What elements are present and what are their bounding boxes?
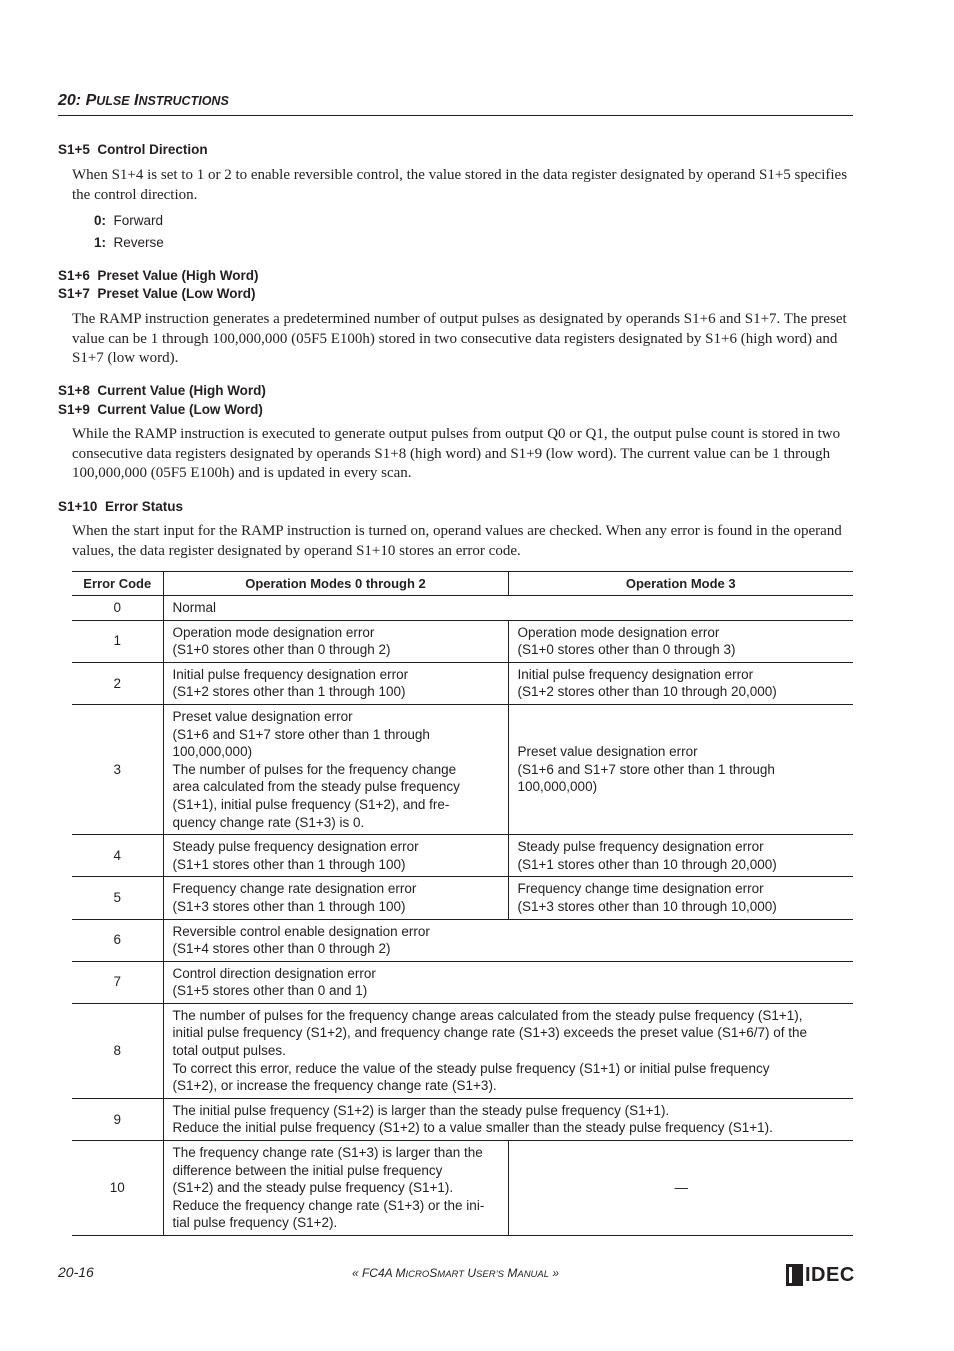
error-code-cell: 3 — [72, 704, 163, 834]
cell-line: Frequency change time designation error — [517, 881, 764, 897]
mode-3-cell — [508, 662, 853, 704]
header-rule — [58, 115, 853, 116]
modes-0-2-cell — [163, 1141, 508, 1236]
cell-line: Operation mode designation error — [172, 624, 375, 640]
table-row — [72, 704, 853, 834]
table-row — [72, 662, 853, 704]
operand-code: S1+6 — [58, 268, 90, 283]
idec-logo — [786, 1264, 854, 1286]
cell-line: total output pulses. — [172, 1043, 286, 1059]
table-row — [72, 877, 853, 919]
section-heading-preset-low — [58, 285, 255, 303]
error-code-cell: 2 — [72, 662, 163, 704]
table-row — [72, 1003, 853, 1098]
modes-0-2-cell — [163, 620, 508, 662]
column-header-modes-0-2: Operation Modes 0 through 2 — [163, 572, 508, 596]
cell-line: (S1+1), initial pulse frequency (S1+2), and fre- — [172, 796, 450, 812]
error-code-cell: 9 — [72, 1098, 163, 1140]
cell-line: quency change rate (S1+3) is 0. — [172, 814, 365, 830]
table-row — [72, 835, 853, 877]
operand-code: S1+9 — [58, 402, 90, 417]
mode-3-cell — [508, 877, 853, 919]
control-direction-body: When S1+4 is set to 1 or 2 to enable reversible control, the value stored in the data register designated by operand S1+5 specifies the control direction. — [72, 167, 848, 203]
operand-code: S1+8 — [58, 383, 90, 398]
cell-line: tial pulse frequency (S1+2). — [172, 1215, 338, 1231]
modes-0-2-cell — [163, 835, 508, 877]
cell-line: Reduce the initial pulse frequency (S1+2) to a value smaller than the steady pulse frequency (S1+1). — [172, 1120, 773, 1136]
cell-line: Frequency change rate designation error — [172, 881, 417, 897]
modes-0-2-cell — [163, 877, 508, 919]
error-code-cell: 8 — [72, 1003, 163, 1098]
cell-line: (S1+4 stores other than 0 through 2) — [172, 941, 391, 957]
cell-line: (S1+0 stores other than 0 through 2) — [172, 642, 391, 658]
cell-line: The initial pulse frequency (S1+2) is larger than the steady pulse frequency (S1+1). — [172, 1102, 670, 1118]
cell-line: (S1+3 stores other than 1 through 100) — [172, 898, 406, 914]
error-code-cell: 1 — [72, 620, 163, 662]
error-code-table — [72, 571, 853, 1236]
cell-line: Normal — [172, 600, 217, 615]
section-title: Error Status — [104, 499, 183, 514]
chapter-title-initial: P — [85, 92, 97, 109]
error-description-cell — [163, 961, 853, 1003]
section-title: Preset Value (Low Word) — [97, 286, 256, 301]
chapter-title-rest: ULSE — [96, 94, 130, 108]
table-row — [72, 1141, 853, 1236]
cell-line: (S1+0 stores other than 0 through 3) — [517, 642, 736, 658]
section-title: Preset Value (High Word) — [97, 268, 259, 283]
option-forward — [94, 212, 163, 230]
error-code-cell: 5 — [72, 877, 163, 919]
operand-code: S1+10 — [58, 499, 98, 514]
cell-line: (S1+3 stores other than 10 through 10,000) — [517, 898, 777, 914]
operand-code: S1+5 — [58, 142, 90, 157]
manual-title-text: « FC4A MICROSMART USER’S MANUAL » — [351, 1266, 560, 1280]
section-title: Current Value (Low Word) — [97, 402, 263, 417]
table-row — [72, 620, 853, 662]
section-heading-current-low — [58, 401, 263, 419]
error-status-body: When the start input for the RAMP instruction is turned on, operand values are checked. When any error is found in the operand values, the data register designated by operand S1+10 stores an error code. — [72, 523, 842, 559]
error-description-cell — [163, 596, 853, 621]
cell-line: — — [674, 1180, 688, 1196]
mode-3-cell — [508, 620, 853, 662]
section-heading-current-high — [58, 382, 266, 400]
cell-line: difference between the initial pulse frequency — [172, 1162, 443, 1178]
table-row — [72, 596, 853, 621]
option-label: Forward — [113, 213, 164, 228]
cell-line: Initial pulse frequency designation error — [172, 666, 409, 682]
error-code-cell: 4 — [72, 835, 163, 877]
cell-line: initial pulse frequency (S1+2), and frequency change rate (S1+3) exceeds the preset value (S1+6/7) of the — [172, 1025, 808, 1041]
cell-line: Control direction designation error — [172, 965, 376, 981]
chapter-title-word — [134, 92, 229, 109]
cell-line: area calculated from the steady pulse frequency — [172, 779, 460, 795]
cell-line: (S1+2), or increase the frequency change rate (S1+3). — [172, 1078, 497, 1094]
cell-line: (S1+2 stores other than 1 through 100) — [172, 684, 406, 700]
section-heading-control-direction — [58, 141, 208, 159]
cell-line: (S1+1 stores other than 10 through 20,000) — [517, 856, 777, 872]
error-description-cell — [163, 1098, 853, 1140]
page-number: 20-16 — [58, 1264, 94, 1280]
chapter-title-rest: NSTRUCTIONS — [138, 94, 229, 108]
preset-value-body: The RAMP instruction generates a predetermined number of output pulses as designated by operands S1+6 and S1+7. The preset value can be 1 through 100,000,000 (05F5 E100h) stored in two consecutive data registers designated by S1+6 (high word) and S1+7 (low word). — [72, 311, 847, 366]
cell-line: Steady pulse frequency designation error — [172, 839, 419, 855]
cell-line: Reduce the frequency change rate (S1+3) or the ini- — [172, 1197, 485, 1213]
chapter-title-word — [86, 92, 130, 109]
column-header-mode-3: Operation Mode 3 — [508, 572, 853, 596]
cell-line: (S1+5 stores other than 0 and 1) — [172, 983, 368, 999]
error-description-cell — [163, 919, 853, 961]
section-heading-preset-high — [58, 267, 258, 285]
modes-0-2-cell — [163, 704, 508, 834]
logo-text: IDEC — [805, 1264, 855, 1286]
table-row — [72, 919, 853, 961]
table-body — [72, 596, 853, 1236]
cell-line: (S1+1 stores other than 1 through 100) — [172, 856, 406, 872]
cell-line: Reversible control enable designation error — [172, 923, 430, 939]
cell-line: Operation mode designation error — [517, 624, 720, 640]
logo-mark — [786, 1264, 803, 1286]
cell-line: Initial pulse frequency designation error — [517, 666, 754, 682]
cell-line: Steady pulse frequency designation error — [517, 839, 764, 855]
current-value-body: While the RAMP instruction is executed to generate output pulses from output Q0 or Q1, the output pulse count is stored in two consecutive data registers designated by operands S1+8 (high word) and S1+9 (low word). The current value can be 1 through 100,000,000 (05F5 E100h) and is updated in every scan. — [72, 426, 841, 481]
column-header-error-code: Error Code — [72, 572, 163, 596]
error-code-cell: 0 — [72, 596, 163, 621]
option-label: Reverse — [113, 235, 164, 250]
option-key: 1: — [94, 235, 107, 250]
cell-line: To correct this error, reduce the value of the steady pulse frequency (S1+1) or initial pulse frequency — [172, 1060, 770, 1076]
cell-line: (S1+2) and the steady pulse frequency (S1+1). — [172, 1180, 454, 1196]
cell-line: The number of pulses for the frequency change — [172, 761, 457, 777]
modes-0-2-cell — [163, 662, 508, 704]
cell-line: Preset value designation error — [517, 744, 698, 760]
error-code-cell: 6 — [72, 919, 163, 961]
mode-3-cell — [508, 1141, 853, 1236]
cell-line: Preset value designation error — [172, 708, 353, 724]
table-row — [72, 961, 853, 1003]
mode-3-cell — [508, 704, 853, 834]
option-key: 0: — [94, 213, 107, 228]
chapter-header — [58, 92, 853, 110]
mode-3-cell — [508, 835, 853, 877]
cell-line: (S1+2 stores other than 10 through 20,000) — [517, 684, 777, 700]
cell-line: The frequency change rate (S1+3) is larger than the — [172, 1145, 483, 1161]
chapter-title-initial: I — [134, 92, 139, 109]
cell-line: 100,000,000) — [172, 744, 253, 760]
section-title: Current Value (High Word) — [97, 383, 266, 398]
cell-line: 100,000,000) — [517, 779, 598, 795]
operand-code: S1+7 — [58, 286, 90, 301]
option-reverse — [94, 234, 164, 252]
cell-line: The number of pulses for the frequency change areas calculated from the steady pulse frequency (S1+1), — [172, 1007, 803, 1023]
table-header-row — [72, 572, 853, 596]
cell-line: (S1+6 and S1+7 store other than 1 through — [172, 726, 430, 742]
error-code-cell: 10 — [72, 1141, 163, 1236]
chapter-number: 20: — [58, 92, 82, 109]
manual-title — [0, 1266, 911, 1280]
error-description-cell — [163, 1003, 853, 1098]
section-title: Control Direction — [97, 142, 208, 157]
section-heading-error-status — [58, 498, 183, 516]
table-row — [72, 1098, 853, 1140]
error-code-cell: 7 — [72, 961, 163, 1003]
cell-line: (S1+6 and S1+7 store other than 1 through — [517, 761, 775, 777]
